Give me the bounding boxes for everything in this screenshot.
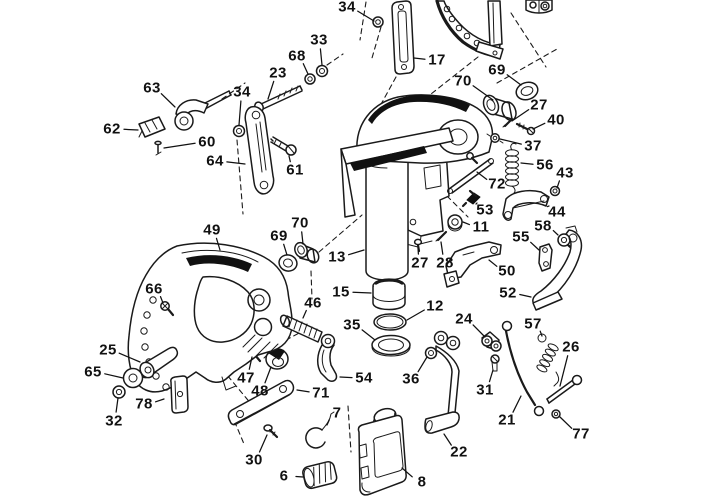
part-number-11: 11 bbox=[472, 218, 490, 236]
part-number-53: 53 bbox=[476, 201, 494, 219]
part-number-12: 12 bbox=[426, 297, 444, 315]
part-number-30: 30 bbox=[245, 451, 263, 469]
leader-line-11 bbox=[463, 222, 469, 225]
part-number-72: 72 bbox=[488, 175, 506, 193]
part-number-34: 34 bbox=[338, 0, 356, 16]
part-number-61: 61 bbox=[286, 161, 304, 179]
leader-line-71 bbox=[297, 390, 309, 392]
part-number-8: 8 bbox=[417, 473, 427, 491]
part-number-27: 27 bbox=[411, 254, 429, 272]
part-number-54: 54 bbox=[355, 369, 373, 387]
leader-line-72 bbox=[477, 172, 487, 179]
leader-line-28 bbox=[441, 242, 443, 254]
leader-line-34 bbox=[239, 101, 241, 125]
part-number-27: 27 bbox=[530, 96, 548, 114]
nut-43 bbox=[551, 187, 560, 196]
part-number-37: 37 bbox=[524, 137, 542, 155]
washer-69-left bbox=[277, 253, 299, 273]
leader-line-69 bbox=[507, 75, 521, 85]
part-number-22: 22 bbox=[450, 443, 468, 461]
part-number-6: 6 bbox=[279, 467, 289, 485]
nut-34-mid bbox=[234, 126, 245, 137]
part-number-66: 66 bbox=[145, 280, 163, 298]
part-number-56: 56 bbox=[536, 156, 554, 174]
leader-line-48 bbox=[265, 367, 271, 383]
lever-22 bbox=[425, 332, 460, 434]
pin-27-top bbox=[503, 119, 512, 127]
part-number-55: 55 bbox=[512, 228, 530, 246]
pin-28 bbox=[436, 232, 446, 241]
lever-63 bbox=[175, 91, 231, 130]
part-number-68: 68 bbox=[288, 47, 306, 65]
clip-7 bbox=[306, 412, 334, 448]
leader-line-6 bbox=[296, 477, 303, 478]
part-number-43: 43 bbox=[556, 164, 574, 182]
leader-line-63 bbox=[161, 94, 175, 107]
spring-57 bbox=[536, 334, 559, 386]
part-number-28: 28 bbox=[436, 254, 454, 272]
leader-line-15 bbox=[353, 292, 371, 293]
part-number-21: 21 bbox=[498, 411, 516, 429]
handle-54 bbox=[318, 335, 337, 382]
leader-line-77 bbox=[560, 417, 572, 428]
part-number-69: 69 bbox=[488, 61, 506, 79]
washer-77 bbox=[552, 410, 560, 418]
clamp-block bbox=[526, 0, 552, 13]
clamp-24 bbox=[482, 332, 501, 351]
part-number-58: 58 bbox=[534, 217, 552, 235]
clip-62 bbox=[139, 117, 165, 137]
tilt-quadrant bbox=[437, 1, 503, 59]
leader-line-70 bbox=[473, 86, 493, 100]
pin-60 bbox=[155, 141, 161, 155]
part-number-69: 69 bbox=[270, 227, 288, 245]
part-number-26: 26 bbox=[562, 338, 580, 356]
oring-12 bbox=[374, 314, 406, 330]
swivel-bracket bbox=[406, 150, 449, 247]
part-number-65: 65 bbox=[84, 363, 102, 381]
leader-line-23 bbox=[268, 81, 274, 99]
part-number-7: 7 bbox=[332, 404, 342, 422]
leader-line-17 bbox=[414, 58, 425, 59]
roller-6 bbox=[302, 460, 338, 489]
part-number-70: 70 bbox=[454, 72, 472, 90]
washer-65 bbox=[124, 369, 143, 388]
part-number-52: 52 bbox=[499, 284, 517, 302]
part-number-44: 44 bbox=[548, 203, 566, 221]
part-number-35: 35 bbox=[343, 316, 361, 334]
bracket-44 bbox=[503, 191, 549, 221]
pad-78 bbox=[171, 376, 188, 413]
part-number-77: 77 bbox=[572, 425, 590, 443]
leader-line-36 bbox=[418, 357, 427, 372]
leader-line-65 bbox=[105, 374, 123, 378]
part-number-34: 34 bbox=[233, 83, 251, 101]
leader-line-12 bbox=[407, 310, 424, 320]
leader-line-34 bbox=[358, 11, 374, 21]
leader-line-32 bbox=[116, 398, 118, 412]
bolt-61 bbox=[271, 137, 296, 155]
part-number-33: 33 bbox=[310, 31, 328, 49]
part-number-32: 32 bbox=[105, 412, 123, 430]
leader-line-40 bbox=[533, 123, 545, 129]
leader-line-55 bbox=[531, 242, 539, 250]
leader-line-27 bbox=[512, 110, 529, 121]
part-number-48: 48 bbox=[251, 382, 269, 400]
part-number-15: 15 bbox=[332, 283, 350, 301]
part-number-70: 70 bbox=[291, 214, 309, 232]
nut-34-top bbox=[373, 17, 383, 27]
part-number-47: 47 bbox=[237, 369, 255, 387]
part-number-24: 24 bbox=[455, 310, 473, 328]
screw-31 bbox=[491, 355, 499, 371]
part-number-23: 23 bbox=[269, 64, 287, 82]
part-number-25: 25 bbox=[99, 341, 117, 359]
part-number-46: 46 bbox=[304, 294, 322, 312]
leader-line-33 bbox=[320, 49, 322, 65]
screw-40 bbox=[517, 123, 535, 135]
part-number-40: 40 bbox=[547, 111, 565, 129]
rod-72 bbox=[448, 159, 494, 194]
part-number-78: 78 bbox=[135, 395, 153, 413]
leader-line-69 bbox=[284, 244, 287, 255]
part-number-13: 13 bbox=[328, 248, 346, 266]
part-number-50: 50 bbox=[498, 262, 516, 280]
part-number-57: 57 bbox=[524, 315, 542, 333]
nut-32 bbox=[113, 386, 125, 398]
leader-line-54 bbox=[340, 377, 352, 378]
part-number-49: 49 bbox=[203, 221, 221, 239]
screw-30 bbox=[264, 425, 277, 437]
leader-line-30 bbox=[260, 435, 268, 452]
leader-line-52 bbox=[520, 295, 531, 298]
part-number-71: 71 bbox=[312, 384, 330, 402]
part-number-63: 63 bbox=[143, 79, 161, 97]
part-number-17: 17 bbox=[428, 51, 446, 69]
leader-line-64 bbox=[227, 162, 245, 164]
leader-line-21 bbox=[513, 396, 521, 412]
spring-56 bbox=[506, 143, 519, 193]
leader-line-35 bbox=[362, 330, 375, 340]
link-17 bbox=[392, 1, 414, 74]
piston-15 bbox=[373, 280, 405, 310]
leader-line-46 bbox=[303, 311, 306, 319]
link-64 bbox=[245, 107, 273, 194]
leader-line-62 bbox=[124, 129, 138, 130]
leader-line-26 bbox=[560, 356, 568, 386]
nut-11 bbox=[448, 215, 462, 231]
leader-line-58 bbox=[553, 231, 558, 235]
leader-line-50 bbox=[489, 260, 497, 266]
part-number-31: 31 bbox=[476, 381, 494, 399]
link-55 bbox=[539, 244, 552, 271]
nut-33 bbox=[317, 66, 328, 77]
part-number-36: 36 bbox=[402, 370, 420, 388]
leader-line-60 bbox=[164, 143, 195, 148]
part-number-60: 60 bbox=[198, 133, 216, 151]
mount-8 bbox=[358, 406, 406, 495]
leader-line-68 bbox=[303, 64, 308, 74]
part-number-62: 62 bbox=[103, 120, 121, 138]
part-number-64: 64 bbox=[206, 152, 224, 170]
leader-line-24 bbox=[473, 325, 485, 337]
ring-35 bbox=[372, 336, 410, 357]
rod-26 bbox=[547, 376, 582, 404]
leader-line-13 bbox=[349, 250, 364, 255]
leader-line-78 bbox=[156, 399, 164, 402]
leader-line-31 bbox=[490, 370, 494, 382]
washer-68 bbox=[305, 74, 315, 84]
leader-line-56 bbox=[521, 163, 533, 164]
